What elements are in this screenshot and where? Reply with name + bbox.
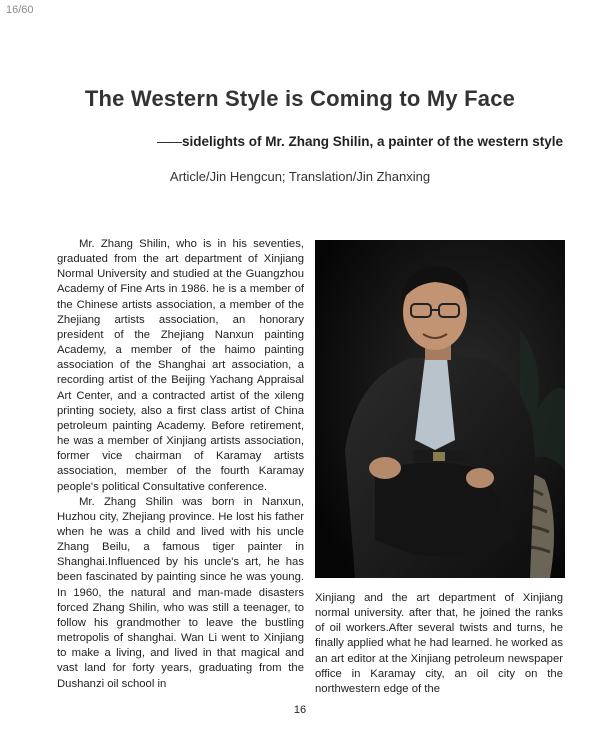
portrait-photo <box>315 240 565 578</box>
left-column <box>57 237 304 692</box>
subtitle-text: sidelights of Mr. Zhang Shilin, a painter of the western style <box>181 134 564 149</box>
portrait-illustration <box>315 240 565 578</box>
article-title: The Western Style is Coming to My Face <box>84 86 516 111</box>
right-column <box>315 591 563 697</box>
paragraph-biography: Mr. Zhang Shilin, who is in his seventies, graduated from the art department of Xinjiang Normal University and studied at the Guangzhou Academy of Fine Arts in 1986. he is a member of the Chinese artists association, a member of the Zhejiang artists association, an honorary president of the Zhejiang Nanxun painting Academy, a member of the haimo painting association of the Shanghai art association, a recording artist of the Beijing Yachang Appraisal Art Center, and a contracted artist of the xileng printing society, also a first class artist of China petroleum painting Academy. Before retirement, he was a member of Xinjiang artists association, former vice chairman of Karamay artists association, member of the fourth Karamay people's political Consultative conference. <box>57 238 304 493</box>
paragraph-continuation: Xinjiang and the art department of Xinjiang normal university. after that, he joined the ranks of oil workers.After several twists and turns, he finally applied what he had learned. he worked as an art editor at the Xinjiang petroleum newspaper office in Karamay city, an oil city on the northwestern edge of the <box>315 592 563 695</box>
page-counter: 16/60 <box>6 4 34 16</box>
byline: Article/Jin Hengcun; Translation/Jin Zhanxing <box>169 169 431 184</box>
page-number: 16 <box>293 704 307 716</box>
article-subtitle <box>0 134 600 149</box>
paragraph-early-life: Mr. Zhang Shilin was born in Nanxun, Huzhou city, Zhejiang province. He lost his father when he was a child and lived with his uncle Zhang Beilu, a famous tiger painter in Shanghai.Influenced by his uncle's art, he has been fascinated by painting since he was young. In 1960, the natural and man-made disasters forced Zhang Shilin, who was still a teenager, to follow his grandmother to leave the bustling metropolis of shanghai. Wan Li went to Xinjiang to make a living, and lived in that magical and vast land for forty years, graduating from the Dushanzi oil school in <box>57 495 304 690</box>
subtitle-dash: —— <box>156 134 180 149</box>
